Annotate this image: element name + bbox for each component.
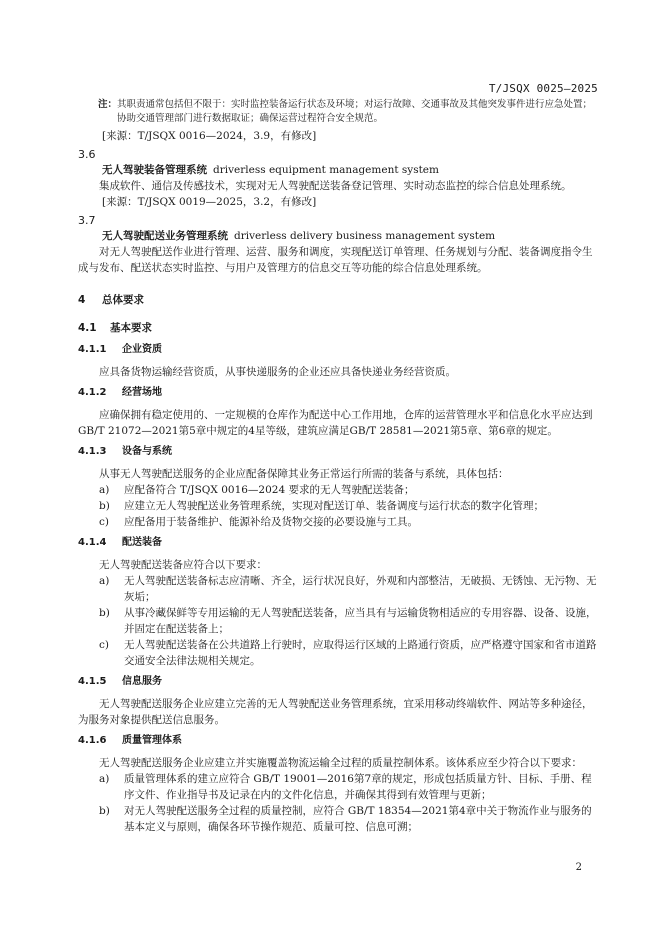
heading-4-title: 总体要求 xyxy=(102,294,144,306)
list-item-text: 对无人驾驶配送服务全过程的质量控制，应符合 GB/T 18354—2021第4章中关于物流作业与服务的基本定义与原则，确保各环节操作规范、质量可控、信息可溯； xyxy=(124,805,592,833)
paragraph-4-1-5: 无人驾驶配送服务企业应建立完善的无人驾驶配送业务管理系统，宜采用移动终端软件、网站等多种途径，为服务对象提供配送信息服务。 xyxy=(78,698,593,726)
list-item-label: a) xyxy=(99,484,110,496)
list-item xyxy=(78,803,600,835)
list-item-text: 无人驾驶配送装备在公共道路上行驶时，应取得运行区域的上路通行资质，应严格遵守国家和省市道路交通安全法律法规相关规定。 xyxy=(124,639,597,667)
heading-4-1-2 xyxy=(78,385,600,401)
heading-4-1-5 xyxy=(78,674,600,690)
paragraph-4-1-4-intro: 无人驾驶配送装备应符合以下要求： xyxy=(99,559,267,571)
list-item-label: b) xyxy=(99,607,110,619)
heading-4-1-5-title: 信息服务 xyxy=(122,676,162,687)
term-number-3-6: 3.6 xyxy=(78,148,96,161)
list-item-label: a) xyxy=(99,773,110,785)
term-name-3-7 xyxy=(78,228,600,244)
list-item xyxy=(78,498,600,514)
heading-4-1-2-number: 4.1.2 xyxy=(78,387,107,398)
heading-4-1-3-number: 4.1.3 xyxy=(78,446,107,457)
heading-4-1-2-title: 经营场地 xyxy=(122,387,162,398)
term-en-3-6: driverless equipment management system xyxy=(213,164,439,176)
term-cn-3-7: 无人驾驶配送业务管理系统 xyxy=(102,230,228,242)
heading-4-1-5-number: 4.1.5 xyxy=(78,676,107,687)
paragraph-4-1-6-intro: 无人驾驶配送服务企业应建立并实施覆盖物流运输全过程的质量控制体系。该体系应至少符合以下要求： xyxy=(99,757,582,769)
heading-4-1-4-title: 配送装备 xyxy=(122,537,162,548)
heading-4-1-1-number: 4.1.1 xyxy=(78,344,107,355)
heading-4-1-number: 4.1 xyxy=(78,322,97,334)
heading-4-1-1-title: 企业资质 xyxy=(122,344,162,355)
term-en-3-7: driverless delivery business management system xyxy=(234,230,496,242)
list-item-label: b) xyxy=(99,500,110,512)
source-3-6: [来源：T/JSQX 0019—2025，3.2，有修改] xyxy=(102,196,317,208)
heading-4-number: 4 xyxy=(78,294,86,306)
list-item-text: 应配备用于装备维护、能源补给及货物交接的必要设施与工具。 xyxy=(124,516,418,528)
document-code: T/JSQX 0025—2025 xyxy=(488,82,598,95)
heading-4-1 xyxy=(78,320,600,336)
document-body xyxy=(78,98,600,835)
heading-4-1-3-title: 设备与系统 xyxy=(122,446,172,457)
heading-4-1-6-title: 质量管理体系 xyxy=(122,735,182,746)
heading-4-1-6 xyxy=(78,733,600,749)
note xyxy=(78,98,600,126)
heading-4-1-1 xyxy=(78,342,600,358)
heading-4-1-4 xyxy=(78,535,600,551)
list-item xyxy=(78,482,600,498)
paragraph-4-1-2: 应确保拥有稳定使用的、一定规模的仓库作为配送中心工作用地，仓库的运营管理水平和信息化水平应达到GB/T 21072—2021第5章中规定的4星等级，建筑应满足GB/T 28581—2021第5章、第6章的规定。 xyxy=(78,409,593,437)
term-cn-3-6: 无人驾驶装备管理系统 xyxy=(102,164,207,176)
source-3-5: [来源：T/JSQX 0016—2024，3.9，有修改] xyxy=(102,130,317,142)
list-item-text: 质量管理体系的建立应符合 GB/T 19001—2016第7章的规定，形成包括质量方针、目标、手册、程序文件、作业指导书及记录在内的文件化信息，并确保其得到有效管理与更新； xyxy=(124,773,592,801)
heading-4 xyxy=(78,292,600,308)
heading-4-1-title: 基本要求 xyxy=(110,322,152,334)
list-item-text: 应建立无人驾驶配送业务管理系统，实现对配送订单、装备调度与运行状态的数字化管理； xyxy=(124,500,544,512)
paragraph-4-1-3-intro: 从事无人驾驶配送服务的企业应配备保障其业务正常运行所需的装备与系统，具体包括： xyxy=(99,468,509,480)
list-item xyxy=(78,605,600,637)
list-item xyxy=(78,573,600,605)
note-label: 注： xyxy=(98,99,118,110)
list-item xyxy=(78,771,600,803)
list-item-text: 无人驾驶配送装备标志应清晰、齐全，运行状况良好，外观和内部整洁，无破损、无锈蚀、无污物、无灰垢； xyxy=(124,575,597,603)
heading-4-1-4-number: 4.1.4 xyxy=(78,537,107,548)
list-item xyxy=(78,514,600,530)
term-name-3-6 xyxy=(78,162,600,178)
page-number: 2 xyxy=(575,862,582,873)
list-item xyxy=(78,637,600,669)
heading-4-1-6-number: 4.1.6 xyxy=(78,735,107,746)
list-item-text: 从事冷藏保鲜等专用运输的无人驾驶配送装备，应当具有与运输货物相适应的专用容器、设备、设施，并固定在配送装备上； xyxy=(124,607,597,635)
list-item-label: a) xyxy=(99,575,110,587)
heading-4-1-3 xyxy=(78,444,600,460)
list-item-text: 应配备符合 T/JSQX 0016—2024 要求的无人驾驶配送装备； xyxy=(124,484,415,496)
term-definition-3-7: 对无人驾驶配送作业进行管理、运营、服务和调度，实现配送订单管理、任务规划与分配、装备调度指令生成与发布、配送状态实时监控、与用户及管理方的信息交互等功能的综合信息处理系统。 xyxy=(78,246,593,274)
note-text: 其职责通常包括但不限于：实时监控装备运行状态及环境；对运行故障、交通事故及其他突发事件进行应急处置；协助交通管理部门进行数据取证；确保运营过程符合安全规范。 xyxy=(117,99,593,124)
paragraph-4-1-1: 应具备货物运输经营资质，从事快递服务的企业还应具备快递业务经营资质。 xyxy=(99,366,456,378)
list-item-label: b) xyxy=(99,805,110,817)
term-definition-3-6: 集成软件、通信及传感技术，实现对无人驾驶配送装备登记管理、实时动态监控的综合信息处理系统。 xyxy=(99,180,572,192)
list-item-label: c) xyxy=(99,639,109,651)
list-item-label: c) xyxy=(99,516,109,528)
term-number-3-7: 3.7 xyxy=(78,214,96,227)
